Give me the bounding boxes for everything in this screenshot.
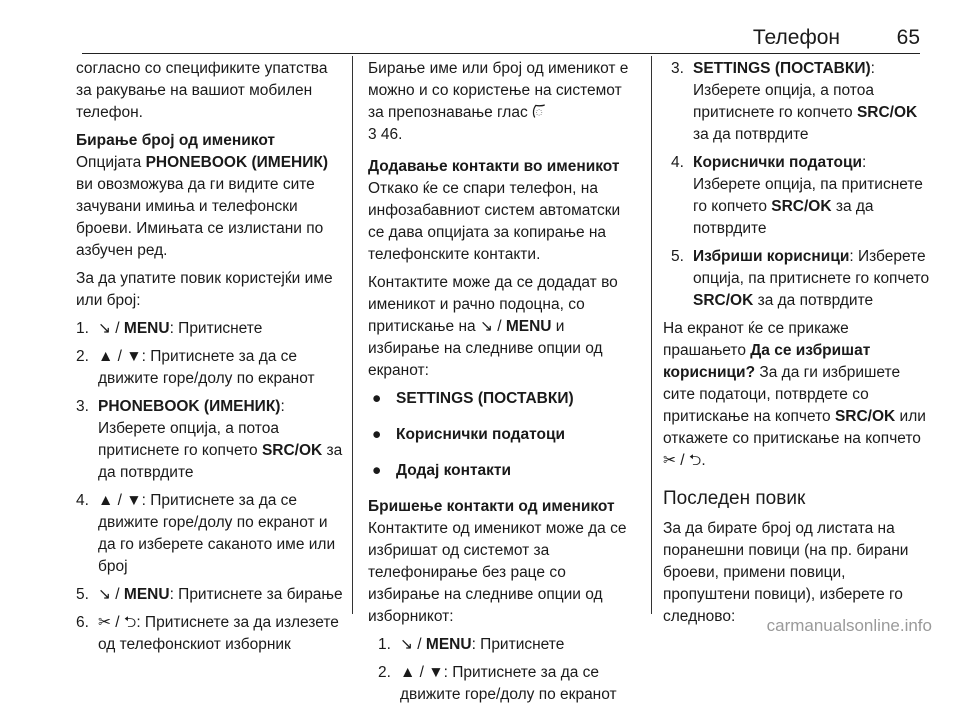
list-item	[378, 634, 640, 656]
step-number: 3.	[671, 60, 684, 77]
column-2	[368, 58, 640, 712]
delete-heading: Бришење контакти од именикот	[368, 498, 615, 515]
page-header	[82, 10, 920, 54]
text-run: ви овозможува да ги видите сите зачувани имиња и телефонски броеви. Имињата се излистани по азбучен ред.	[76, 176, 324, 259]
call-intro: За да упатите повик користејќи име или број:	[76, 270, 333, 309]
back-icon: ✂ / ⮌	[663, 452, 702, 469]
settings-label: SETTINGS (ПОСТАВКИ)	[693, 60, 871, 77]
column-1	[76, 58, 344, 662]
text-run: : Изберете опција, па притиснете го копчето	[693, 154, 923, 215]
column-divider-2	[651, 56, 652, 614]
src-ok-label: SRC/OK	[261, 442, 323, 459]
list-item	[76, 396, 344, 484]
text-run: Бирање име или број од именикот е можно и со користење на системот за препознавање глас	[368, 60, 629, 121]
phone-icon: ↘	[479, 318, 493, 335]
menu-label: MENU	[505, 318, 552, 335]
src-ok-label: SRC/OK	[834, 408, 896, 425]
page-reference: 3 46.	[368, 126, 403, 143]
step-number: 5.	[671, 248, 684, 265]
list-item	[671, 152, 935, 240]
step-number: 4.	[76, 492, 89, 509]
phone-icon: ↘	[400, 636, 413, 653]
delete-steps-continued	[671, 58, 935, 312]
step-text: ▲ / ▼: Притиснете за да се движите горе/долу по екранот	[400, 664, 617, 703]
confirm-question: Да се избришат корисници?	[663, 342, 871, 381]
text-run: : Изберете опција, а потоа притиснете го копчето	[693, 60, 875, 121]
step-number: 6.	[76, 614, 89, 631]
delete-users-label: Избриши корисници	[693, 248, 850, 265]
text-run: : Притиснете за бирање	[169, 586, 343, 603]
dial-paragraph	[76, 152, 344, 262]
bullet-text: Кориснички податоци	[396, 426, 566, 443]
list-item	[368, 424, 640, 446]
list-item	[76, 318, 344, 340]
text-run: /	[413, 636, 426, 653]
step-number: 3.	[76, 398, 89, 415]
dial-steps	[76, 318, 344, 656]
add-heading: Додавање контакти во именикот	[368, 158, 620, 175]
list-item	[76, 346, 344, 390]
phonebook-label: PHONEBOOK (ИМЕНИК)	[98, 398, 281, 415]
dial-heading: Бирање број од именикот	[76, 132, 275, 149]
text-run: Опцијата	[76, 154, 146, 171]
column-divider-1	[352, 56, 353, 614]
text-run: : Изберете опција, а потоа притиснете го копчето	[98, 398, 285, 459]
list-item	[378, 662, 640, 706]
bullet-icon: ●	[372, 426, 382, 443]
text-run: за да потврдите	[98, 442, 343, 481]
user-data-label: Кориснички податоци	[693, 154, 863, 171]
text-run: или откажете со притискање на копчето	[663, 408, 926, 447]
text-run: : Притиснете	[169, 320, 263, 337]
list-item	[76, 612, 344, 656]
list-item	[76, 490, 344, 578]
text-run: за да потврдите	[753, 292, 874, 309]
text-run: /	[111, 320, 124, 337]
delete-paragraph: Контактите од именикот може да се избришат од системот за телефонирање без раце со избирање на следниве опции од изборникот:	[368, 520, 627, 625]
bullet-icon: ●	[372, 462, 382, 479]
step-number: 4.	[671, 154, 684, 171]
phone-icon: ↘	[98, 586, 111, 603]
column-3	[663, 58, 935, 634]
voice-icon: ᰩ	[532, 104, 544, 121]
text-run: Контактите може да се додадат во именикот и рачно подоцна, со притискање на	[368, 274, 618, 335]
text-run: На екранот ќе се прикаже прашањето	[663, 320, 849, 359]
watermark: carmanualsonline.info	[766, 616, 932, 635]
text-run: .	[701, 452, 706, 469]
page-number: 65	[896, 26, 920, 49]
bullet-text: SETTINGS (ПОСТАВКИ)	[396, 390, 574, 407]
text-run: : Притиснете	[471, 636, 565, 653]
add-paragraph: Откако ќе се спари телефон, на инфозабавниот систем автоматски се дава опцијата за копирање на телефонските контакти.	[368, 180, 621, 263]
last-call-paragraph: За да бирате број од листата на поранешни повици (на пр. бирани броеви, примени повици, пропуштени повици), изберете го следново:	[663, 520, 909, 625]
list-item	[368, 388, 640, 410]
bullet-text: Додај контакти	[396, 462, 512, 479]
intro-paragraph: согласно со спецификите упатства за ракување на вашиот мобилен телефон.	[76, 60, 328, 121]
list-item	[76, 584, 344, 606]
src-ok-label: SRC/OK	[856, 104, 918, 121]
src-ok-label: SRC/OK	[771, 198, 832, 215]
last-call-heading: Последен повик	[663, 488, 806, 509]
list-item	[368, 460, 640, 482]
step-number: 2.	[76, 348, 89, 365]
menu-label: MENU	[123, 320, 170, 337]
text-run: /	[111, 586, 124, 603]
step-number: 1.	[76, 320, 89, 337]
phone-icon: ↘	[98, 320, 111, 337]
text-run: и избирање на следниве опции од екранот:	[368, 318, 603, 379]
step-text: ✂ / ⮌: Притиснете за да излезете од телефонскиот изборник	[98, 614, 339, 653]
step-number: 1.	[378, 636, 391, 653]
list-item	[671, 246, 935, 312]
bullet-icon: ●	[372, 390, 382, 407]
step-text: ▲ / ▼: Притиснете за да се движите горе/долу по екранот	[98, 348, 315, 387]
phonebook-label: PHONEBOOK (ИМЕНИК)	[145, 154, 328, 171]
options-list	[368, 388, 640, 482]
menu-label: MENU	[425, 636, 472, 653]
src-ok-label: SRC/OK	[693, 292, 754, 309]
page-title: Телефон	[752, 26, 840, 49]
add-paragraph-2	[368, 272, 640, 382]
text-run: за да потврдите	[693, 126, 809, 143]
list-item	[671, 58, 935, 146]
text-run: За да ги избришете сите податоци, потврдете со притискање на копчето	[663, 364, 901, 425]
step-text: ▲ / ▼: Притиснете за да се движите горе/долу по екранот и да го изберете саканото име или број	[98, 492, 336, 575]
text-run: /	[492, 318, 506, 335]
header-rule	[82, 53, 920, 54]
text-run: за да потврдите	[693, 198, 874, 237]
confirm-paragraph	[663, 318, 935, 472]
step-number: 2.	[378, 664, 391, 681]
delete-steps	[378, 634, 640, 706]
text-run: : Изберете опција, па притиснете го копчето	[693, 248, 930, 287]
menu-label: MENU	[123, 586, 170, 603]
voice-paragraph	[368, 58, 640, 146]
step-number: 5.	[76, 586, 89, 603]
